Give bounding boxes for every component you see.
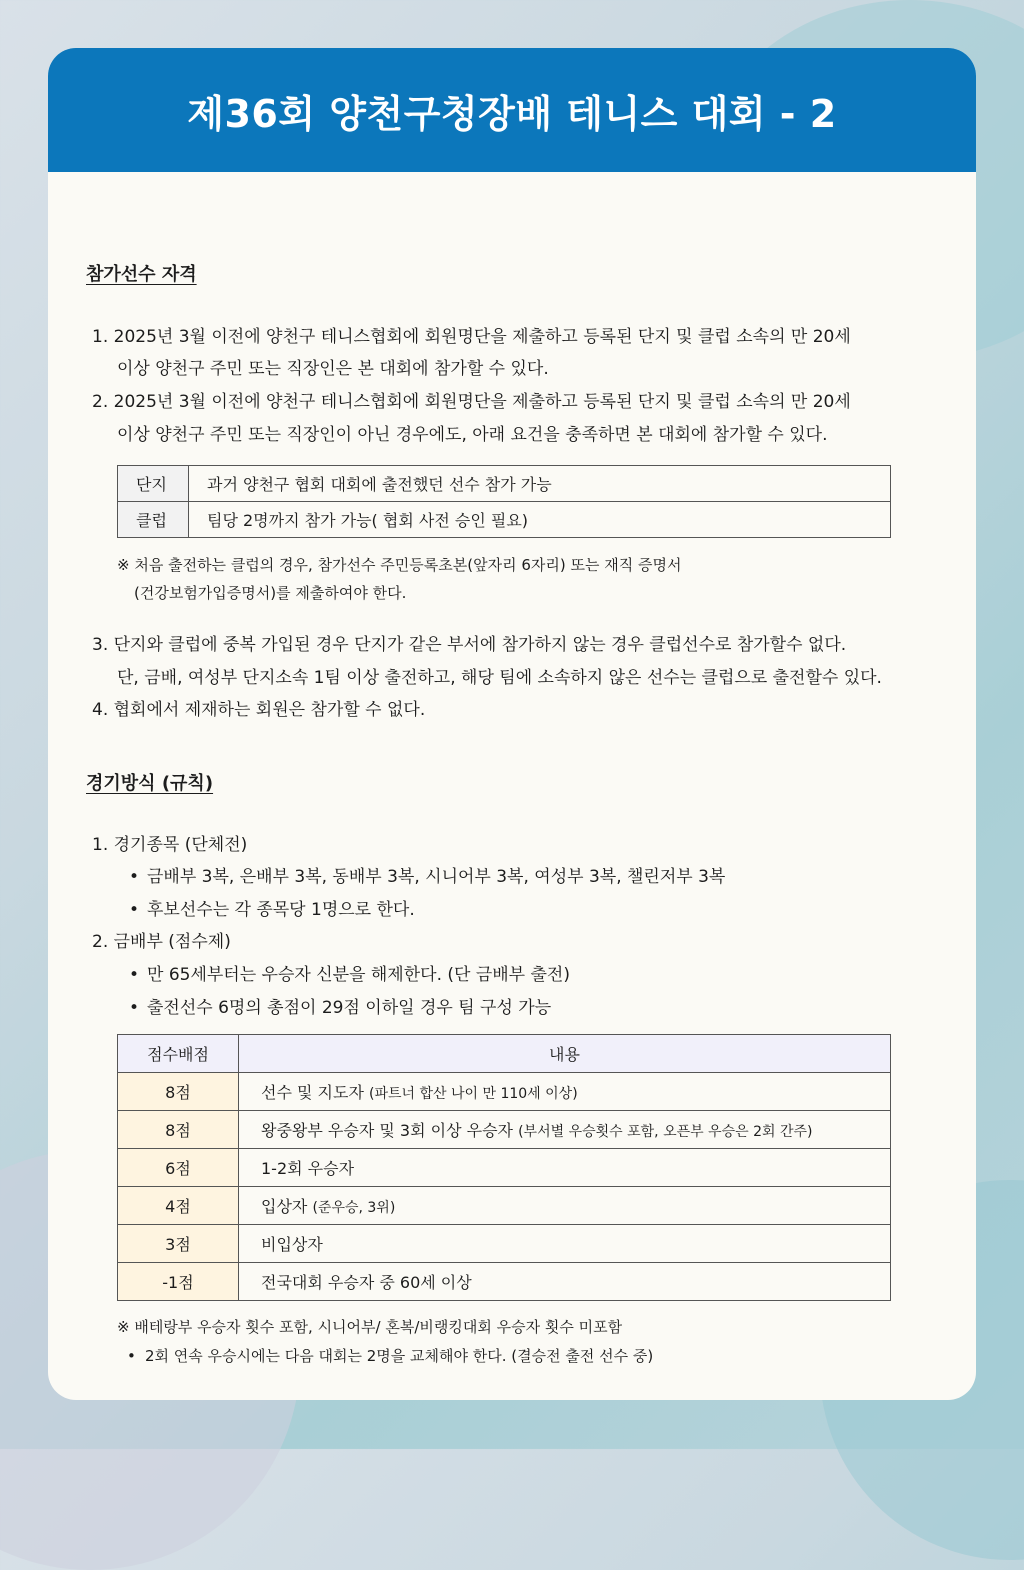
table-header-content: 내용 (239, 1035, 891, 1073)
score-description (239, 1225, 891, 1263)
score-description (239, 1149, 891, 1187)
eligibility-item-3-line-2: 단, 금배, 여성부 단지소속 1팀 이상 출전하고, 해당 팀에 소속하지 않은 선수는 클럽으로 출전할수 있다. (117, 668, 882, 688)
eligibility-table (117, 465, 891, 538)
score-description-main: 입상자 (261, 1197, 313, 1216)
score-description (239, 1111, 891, 1149)
eligibility-note-line-2: (건강보험가입증명서)를 제출하여야 한다. (134, 584, 407, 602)
score-description (239, 1187, 891, 1225)
rules-item-2-bullet-2: • 출전선수 6명의 총점이 29점 이하일 경우 팀 구성 가능 (147, 997, 551, 1019)
rules-item-1-title: 1. 경기종목 (단체전) (92, 835, 248, 855)
section-heading-rules: 경기방식 (규칙) (86, 773, 214, 794)
score-description-main: 선수 및 지도자 (261, 1083, 369, 1102)
score-description-main: 전국대회 우승자 중 60세 이상 (261, 1273, 472, 1292)
section-heading-eligibility: 참가선수 자격 (86, 264, 197, 285)
score-description-main: 1-2회 우승자 (261, 1159, 355, 1178)
table-cell-value: 팀당 2명까지 참가 가능( 협회 사전 승인 필요) (189, 502, 891, 538)
rules-note-2: • 2회 연속 우승시에는 다음 대회는 2명을 교체해야 한다. (결승전 출전 선수 중) (145, 1345, 653, 1367)
rules-item-1-bullet-2: • 후보선수는 각 종목당 1명으로 한다. (147, 899, 415, 921)
rules-item-1-bullet-1: • 금배부 3복, 은배부 3복, 동배부 3복, 시니어부 3복, 여성부 3복, 챌린저부 3복 (147, 866, 725, 888)
score-points: 6점 (118, 1149, 239, 1187)
score-table (117, 1034, 891, 1301)
score-points: -1점 (118, 1263, 239, 1301)
score-description-sub: (파트너 합산 나이 만 110세 이상) (369, 1086, 578, 1102)
score-description-main: 왕중왕부 우승자 및 3회 이상 우승자 (261, 1121, 519, 1140)
document-card (48, 48, 976, 1400)
rules-item-2-bullet-1: • 만 65세부터는 우승자 신분을 해제한다. (단 금배부 출전) (147, 964, 570, 986)
table-cell-value: 과거 양천구 협회 대회에 출전했던 선수 참가 가능 (189, 466, 891, 502)
table-header-points: 점수배점 (118, 1035, 239, 1073)
table-row (118, 466, 891, 502)
eligibility-item-4: 4. 협회에서 제재하는 회원은 참가할 수 없다. (92, 700, 426, 720)
eligibility-item-1-line-1: 1. 2025년 3월 이전에 양천구 테니스협회에 회원명단을 제출하고 등록된 단지 및 클럽 소속의 만 20세 (92, 327, 851, 347)
eligibility-item-2-line-2: 이상 양천구 주민 또는 직장인이 아닌 경우에도, 아래 요건을 충족하면 본 대회에 참가할 수 있다. (117, 425, 828, 445)
eligibility-note-line-1: ※ 처음 출전하는 클럽의 경우, 참가선수 주민등록초본(앞자리 6자리) 또는 재직 증명서 (117, 556, 682, 574)
table-cell-key: 클럽 (118, 502, 189, 538)
score-points: 3점 (118, 1225, 239, 1263)
score-points: 8점 (118, 1111, 239, 1149)
eligibility-item-3-line-1: 3. 단지와 클럽에 중복 가입된 경우 단지가 같은 부서에 참가하지 않는 경우 클럽선수로 참가할수 없다. (92, 635, 847, 655)
score-description-main: 비입상자 (261, 1235, 323, 1254)
title-banner (48, 48, 976, 172)
rules-item-2-title: 2. 금배부 (점수제) (92, 932, 231, 952)
table-row (118, 1149, 891, 1187)
score-description-sub: (부서별 우승횟수 포함, 오픈부 우승은 2회 간주) (518, 1124, 813, 1140)
table-row (118, 1187, 891, 1225)
score-description (239, 1073, 891, 1111)
eligibility-item-2-line-1: 2. 2025년 3월 이전에 양천구 테니스협회에 회원명단을 제출하고 등록된 단지 및 클럽 소속의 만 20세 (92, 392, 851, 412)
table-row (118, 502, 891, 538)
rules-note-1: ※ 배테랑부 우승자 횟수 포함, 시니어부/ 혼복/비랭킹대회 우승자 횟수 미포함 (117, 1318, 623, 1336)
table-row (118, 1111, 891, 1149)
table-row (118, 1263, 891, 1301)
score-description (239, 1263, 891, 1301)
table-row (118, 1225, 891, 1263)
table-cell-key: 단지 (118, 466, 189, 502)
table-header-row (118, 1035, 891, 1073)
eligibility-item-1-line-2: 이상 양천구 주민 또는 직장인은 본 대회에 참가할 수 있다. (117, 359, 549, 379)
score-description-sub: (준우승, 3위) (312, 1200, 396, 1216)
page-title: 제36회 양천구청장배 테니스 대회 - 2 (187, 91, 837, 136)
table-row (118, 1073, 891, 1111)
score-points: 4점 (118, 1187, 239, 1225)
score-points: 8점 (118, 1073, 239, 1111)
